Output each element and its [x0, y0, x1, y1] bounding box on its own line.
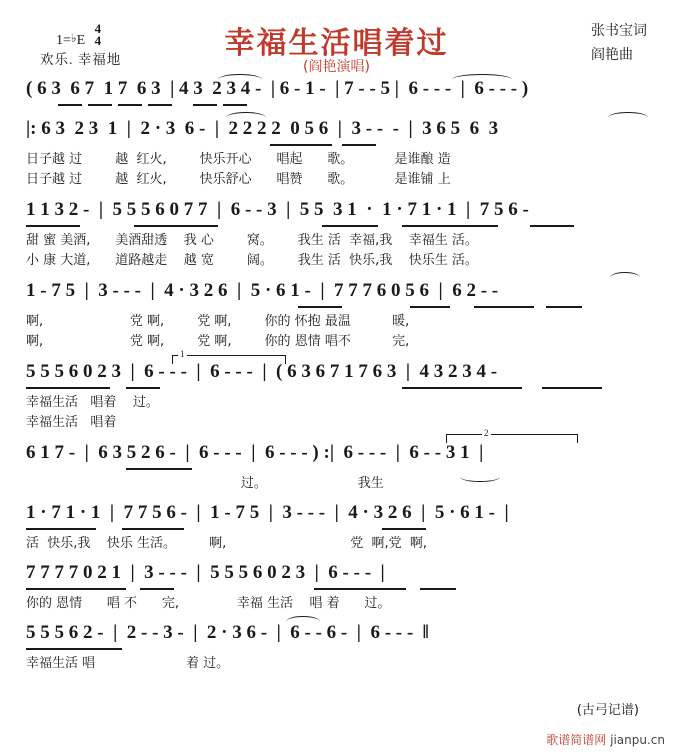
note-row: 1 · 7 1 · 1 | 7 7 5 6 - | 1 - 7 5 | 3 - - - | 4 · 3 2 6 | 5 · 6 1 - | — [26, 502, 509, 523]
lyric-row-1: 幸福生活 唱 着 过。 — [26, 656, 230, 671]
note-row: 6 1 7 - | 6 3 5 2 6 - | 6 - - - | 6 - - - ) :| 6 - - - | 6 - - 3 1 | — [26, 442, 484, 463]
page-subtitle: (阎艳演唱) — [303, 59, 370, 75]
beam-line — [402, 387, 522, 389]
system-intro — [22, 78, 651, 116]
lyric-row-1: 甜 蜜 美酒, 美酒甜透 我 心 窝。 我生 活 幸福,我 幸福生 活。 — [26, 233, 478, 248]
beam-line — [148, 104, 172, 106]
lyric-row-2: 幸福生活 唱着 — [26, 415, 117, 430]
slur-arc — [452, 74, 512, 85]
beam-line — [546, 306, 582, 308]
composer-credit: 阎艳曲 — [591, 47, 633, 63]
beam-line — [420, 588, 456, 590]
beam-line — [193, 104, 217, 106]
beam-line — [26, 225, 80, 227]
lyric-row-1: 过。 我生 — [26, 476, 384, 491]
lyric-row-1: 活 快乐,我 快乐 生活。 啊, 党 啊,党 啊, — [26, 536, 428, 551]
credits — [591, 20, 647, 68]
note-row: 1 - 7 5 | 3 - - - | 4 · 3 2 6 | 5 · 6 1 - | 7 7 7 6 0 5 6 | 6 2 - - — [26, 280, 499, 301]
slur-arc — [218, 74, 262, 85]
beam-line — [542, 387, 602, 389]
slur-arc — [286, 616, 320, 627]
beam-line — [410, 306, 450, 308]
note-row: 7 7 7 7 0 2 1 | 3 - - - | 5 5 5 6 0 2 3 | 6 - - - | — [26, 562, 385, 583]
lyric-row-1: 啊, 党 啊, 党 啊, 你的 怀抱 最温 暖, — [26, 314, 410, 329]
beam-line — [122, 528, 184, 530]
beam-line — [26, 648, 122, 650]
beam-line — [382, 528, 426, 530]
page-title: 幸福生活唱着过 — [224, 26, 449, 61]
beam-line — [474, 306, 534, 308]
system-7 — [22, 562, 651, 620]
slur-arc — [226, 112, 266, 123]
lyric-row-2: 日子越 过 越 红火, 快乐舒心 唱赞 歌。 是谁铺 上 — [26, 172, 451, 187]
lyric-row-1: 日子越 过 越 红火, 快乐开心 唱起 歌。 是谁酿 造 — [26, 152, 451, 167]
beam-line — [322, 225, 378, 227]
site-url: jianpu.cn — [610, 733, 665, 747]
flat-sign: ♭ — [70, 30, 77, 45]
note-row: 5 5 5 6 0 2 3 | 6 - - - | 6 - - - | ( 6 3 6 7 1 7 6 3 | 4 3 2 3 4 - — [26, 361, 498, 382]
slur-arc — [610, 272, 640, 283]
beam-line — [140, 588, 174, 590]
beam-line — [126, 468, 192, 470]
lyric-row-1: 幸福生活 唱着 过。 — [26, 395, 159, 410]
meter-top: 4 — [94, 21, 102, 36]
system-8 — [22, 622, 651, 672]
note-row: ( 6 3 6 7 1 7 6 3 | 4 3 2 3 4 - | 6 - 1 - | 7 - - 5 | 6 - - - | 6 - - - ) — [26, 78, 529, 99]
beam-line — [58, 104, 82, 106]
note-row: 1 1 3 2 - | 5 5 5 6 0 7 7 | 6 - - 3 | 5 5 3 1 · 1 · 7 1 · 1 | 7 5 6 - — [26, 199, 529, 220]
beam-line — [314, 588, 406, 590]
ending-number: 1 — [180, 349, 185, 359]
slur-arc — [608, 112, 648, 123]
key-note: E — [76, 32, 86, 48]
site-watermark — [546, 731, 665, 748]
beam-line — [26, 528, 96, 530]
music-body — [0, 78, 673, 672]
beam-line — [270, 144, 332, 146]
lyric-row-2: 小 康 大道, 道路越走 越 宽 阔。 我生 活 快乐,我 快乐生 活。 — [26, 253, 478, 268]
system-1 — [22, 118, 651, 197]
system-2 — [22, 199, 651, 278]
beam-line — [342, 144, 376, 146]
arranger-note: (古弓记谱) — [576, 703, 639, 718]
meter-bottom: 4 — [94, 32, 102, 48]
lyricist-credit: 张书宝词 — [591, 24, 647, 39]
lyric-row-2: 啊, 党 啊, 党 啊, 你的 恩情 唱不 完, — [26, 334, 410, 349]
beam-line — [26, 387, 110, 389]
ending-number: 2 — [484, 428, 489, 438]
tempo-marking: 欢乐. 幸福地 — [40, 52, 122, 67]
beam-line — [126, 387, 160, 389]
system-4 — [22, 349, 651, 440]
score-header — [0, 0, 673, 78]
note-row: |: 6 3 2 3 1 | 2 · 3 6 - | 2 2 2 2 0 5 6 | 3 - - - | 3 6 5 6 3 — [26, 118, 499, 139]
beam-line — [88, 104, 112, 106]
beam-line — [118, 104, 142, 106]
beam-line — [134, 225, 218, 227]
note-row: 5 5 5 6 2 - | 2 - - 3 - | 2 · 3 6 - | 6 - - 6 - | 6 - - - ‖ — [26, 622, 429, 643]
beam-line — [26, 588, 126, 590]
key-label: 1= — [56, 32, 71, 48]
beam-line — [223, 104, 247, 106]
system-5 — [22, 428, 651, 500]
site-name-cn: 歌谱简谱网 — [546, 733, 607, 747]
beam-line — [530, 225, 574, 227]
lyric-row-1: 你的 恩情 唱 不 完, 幸福 生活 唱 着 过。 — [26, 596, 391, 611]
beam-line — [298, 306, 342, 308]
system-3 — [22, 280, 651, 359]
system-6 — [22, 502, 651, 560]
beam-line — [402, 225, 498, 227]
